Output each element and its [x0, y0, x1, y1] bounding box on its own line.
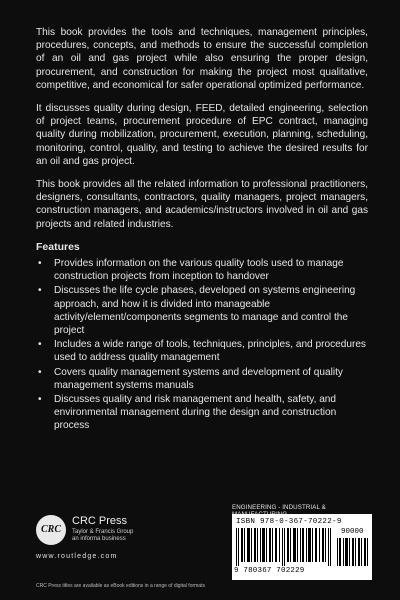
- price-code: 90000: [341, 528, 364, 536]
- feature-item: • Includes a wide range of tools, techniques, principles, and procedures used to address quality management: [36, 338, 368, 364]
- barcode-digits: 9 780367 702229: [234, 567, 305, 575]
- publisher-group: Taylor & Francis Group: [72, 529, 134, 535]
- price-barcode-icon: [337, 538, 369, 566]
- barcode-block: [232, 514, 372, 580]
- feature-item: • Discusses quality and risk management and health, safety, and environmental management during the design and construction process: [36, 393, 368, 433]
- publisher-logo: [36, 513, 216, 573]
- isbn-label: ISBN 978-0-367-70222-9: [236, 518, 342, 526]
- description-paragraph-3: This book provides all the related information to professional practitioners, designers, consultants, contractors, quality managers, project managers, construction managers, and academics/instructors involved in oil and gas projects and related industries.: [36, 179, 368, 230]
- crc-logo-icon: CRC: [36, 515, 66, 545]
- feature-item: • Provides information on the various quality tools used to manage construction projects from inception to handover: [36, 257, 368, 283]
- description-paragraph-1: This book provides the tools and techniques, management principles, procedures, concepts, and methods to ensure the successful completion of an oil and gas project while also ensuring the proper design, procurement, and construction for making the project most qualitative, competitive, and economical for safer operational optimized performance.: [36, 27, 368, 91]
- publisher-tagline: an informa business: [72, 536, 126, 542]
- features-heading: Features: [36, 240, 80, 253]
- feature-item: • Covers quality management systems and development of quality management systems manuals: [36, 366, 368, 392]
- ebook-note: CRC Press titles are available as eBook editions in a range of digital formats: [36, 583, 205, 589]
- back-cover-text: [36, 26, 368, 434]
- barcode-icon: [236, 528, 332, 566]
- description-paragraph-2: It discusses quality during design, FEED, detailed engineering, selection of project teams, procurement procedure of EPC contract, managing quality during mobilization, procurement, execution, planning, scheduling, monitoring, control, quality, and testing to achieve the desired results for an oil and gas project.: [36, 103, 368, 167]
- feature-item: • Discusses the life cycle phases, developed on systems engineering approach, and how it is divided into manageable activity/element/components segments to manage and control the project: [36, 284, 368, 337]
- publisher-name: CRC Press: [72, 515, 128, 527]
- publisher-url[interactable]: www.routledge.com: [36, 553, 118, 560]
- features-list: [36, 257, 368, 433]
- subject-category: ENGINEERING - INDUSTRIAL &: [232, 504, 326, 511]
